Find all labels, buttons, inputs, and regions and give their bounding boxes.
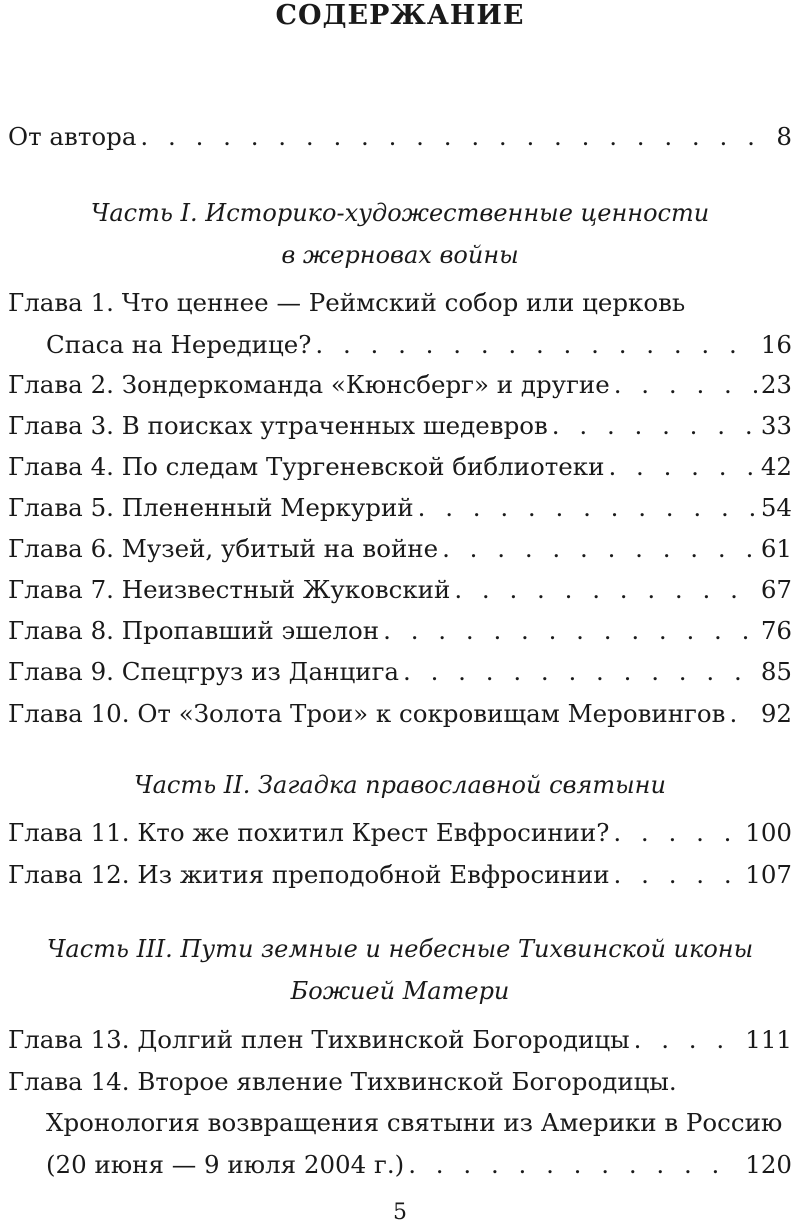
- page-title: СОДЕРЖАНИЕ: [275, 0, 525, 31]
- toc-entry-label: Глава 8. Пропавший эшелон: [8, 616, 380, 645]
- toc-entry-page: 107: [745, 860, 792, 889]
- dot-leader: [418, 491, 757, 525]
- toc-entry-chapter-7: [8, 573, 792, 607]
- dot-leader: [454, 573, 757, 607]
- toc-entry-chapter-14: [46, 1148, 792, 1182]
- dot-leader: [408, 1148, 741, 1182]
- part-3-heading-line-2: Божией Матери: [290, 977, 510, 1005]
- part-1-heading-line-2: в жерновах войны: [281, 241, 519, 269]
- toc-entry-page: 42: [760, 452, 792, 481]
- toc-entry-label: Глава 13. Долгий плен Тихвинской Богородицы: [8, 1025, 630, 1054]
- toc-entry-label: От автора: [8, 122, 137, 151]
- toc-entry-chapter-1-line-1: Глава 1. Что ценнее — Реймский собор или церковь: [8, 288, 686, 317]
- dot-leader: [613, 816, 741, 850]
- toc-entry-label: Глава 11. Кто же похитил Крест Евфросинии?: [8, 818, 610, 847]
- toc-entry-chapter-12: [8, 858, 792, 892]
- toc-entry-chapter-4: [8, 450, 792, 484]
- toc-entry-label: Глава 3. В поисках утраченных шедевров: [8, 411, 548, 440]
- toc-entry-chapter-9: [8, 655, 792, 689]
- dot-leader: [614, 368, 757, 402]
- toc-entry-label: Глава 2. Зондеркоманда «Кюнсберг» и другие: [8, 370, 610, 399]
- toc-entry-page: 67: [760, 575, 792, 604]
- dot-leader: [608, 450, 756, 484]
- toc-entry-label: Глава 5. Плененный Меркурий: [8, 493, 414, 522]
- toc-entry-label: Глава 12. Из жития преподобной Евфросинии: [8, 860, 610, 889]
- part-2-heading: Часть II. Загадка православной святыни: [134, 771, 666, 799]
- toc-entry-label: Глава 6. Музей, убитый на войне: [8, 534, 439, 563]
- part-1-heading-line-1: Часть I. Историко-художественные ценности: [90, 199, 710, 227]
- toc-entry-label: Глава 10. От «Золота Трои» к сокровищам Меровингов: [8, 699, 726, 728]
- toc-entry-page: 92: [760, 699, 792, 728]
- toc-entry-preface: [8, 120, 792, 154]
- part-3-heading-line-1: Часть III. Пути земные и небесные Тихвинской иконы: [46, 935, 754, 963]
- dot-leader: [140, 120, 772, 154]
- toc-entry-page: 54: [760, 493, 792, 522]
- dot-leader: [403, 655, 757, 689]
- toc-entry-page: 111: [745, 1025, 792, 1054]
- toc-entry-label: Глава 9. Спецгруз из Данцига: [8, 657, 400, 686]
- toc-entry-chapter-13: [8, 1023, 792, 1057]
- toc-entry-page: 23: [760, 370, 792, 399]
- toc-entry-label: Глава 4. По следам Тургеневской библиотеки: [8, 452, 605, 481]
- toc-entry-chapter-14-line-1: Глава 14. Второе явление Тихвинской Богородицы.: [8, 1067, 677, 1096]
- toc-entry-page: 33: [760, 411, 792, 440]
- dot-leader: [634, 1023, 742, 1057]
- toc-entry-chapter-10: [8, 697, 792, 731]
- toc-entry-chapter-6: [8, 532, 792, 566]
- toc-entry-page: 16: [760, 330, 792, 359]
- toc-entry-chapter-5: [8, 491, 792, 525]
- dot-leader: [315, 328, 756, 362]
- toc-entry-label: (20 июня — 9 июля 2004 г.): [46, 1150, 405, 1179]
- page-number: 5: [393, 1200, 407, 1225]
- dot-leader: [383, 614, 757, 648]
- toc-entry-label: Глава 7. Неизвестный Жуковский: [8, 575, 451, 604]
- toc-entry-chapter-1: [46, 328, 792, 362]
- toc-entry-chapter-14-line-2: Хронология возвращения святыни из Америки в Россию: [46, 1108, 783, 1137]
- toc-entry-page: 76: [760, 616, 792, 645]
- dot-leader: [442, 532, 757, 566]
- toc-entry-page: 100: [745, 818, 792, 847]
- toc-entry-chapter-3: [8, 409, 792, 443]
- toc-entry-chapter-11: [8, 816, 792, 850]
- dot-leader: [552, 409, 757, 443]
- toc-entry-page: 85: [760, 657, 792, 686]
- toc-entry-page: 120: [745, 1150, 792, 1179]
- toc-entry-page: 8: [776, 122, 792, 151]
- toc-entry-chapter-2: [8, 368, 792, 402]
- toc-entry-label: Спаса на Нередице?: [46, 330, 312, 359]
- toc-entry-page: 61: [760, 534, 792, 563]
- dot-leader: [729, 697, 756, 731]
- dot-leader: [614, 858, 742, 892]
- toc-entry-chapter-8: [8, 614, 792, 648]
